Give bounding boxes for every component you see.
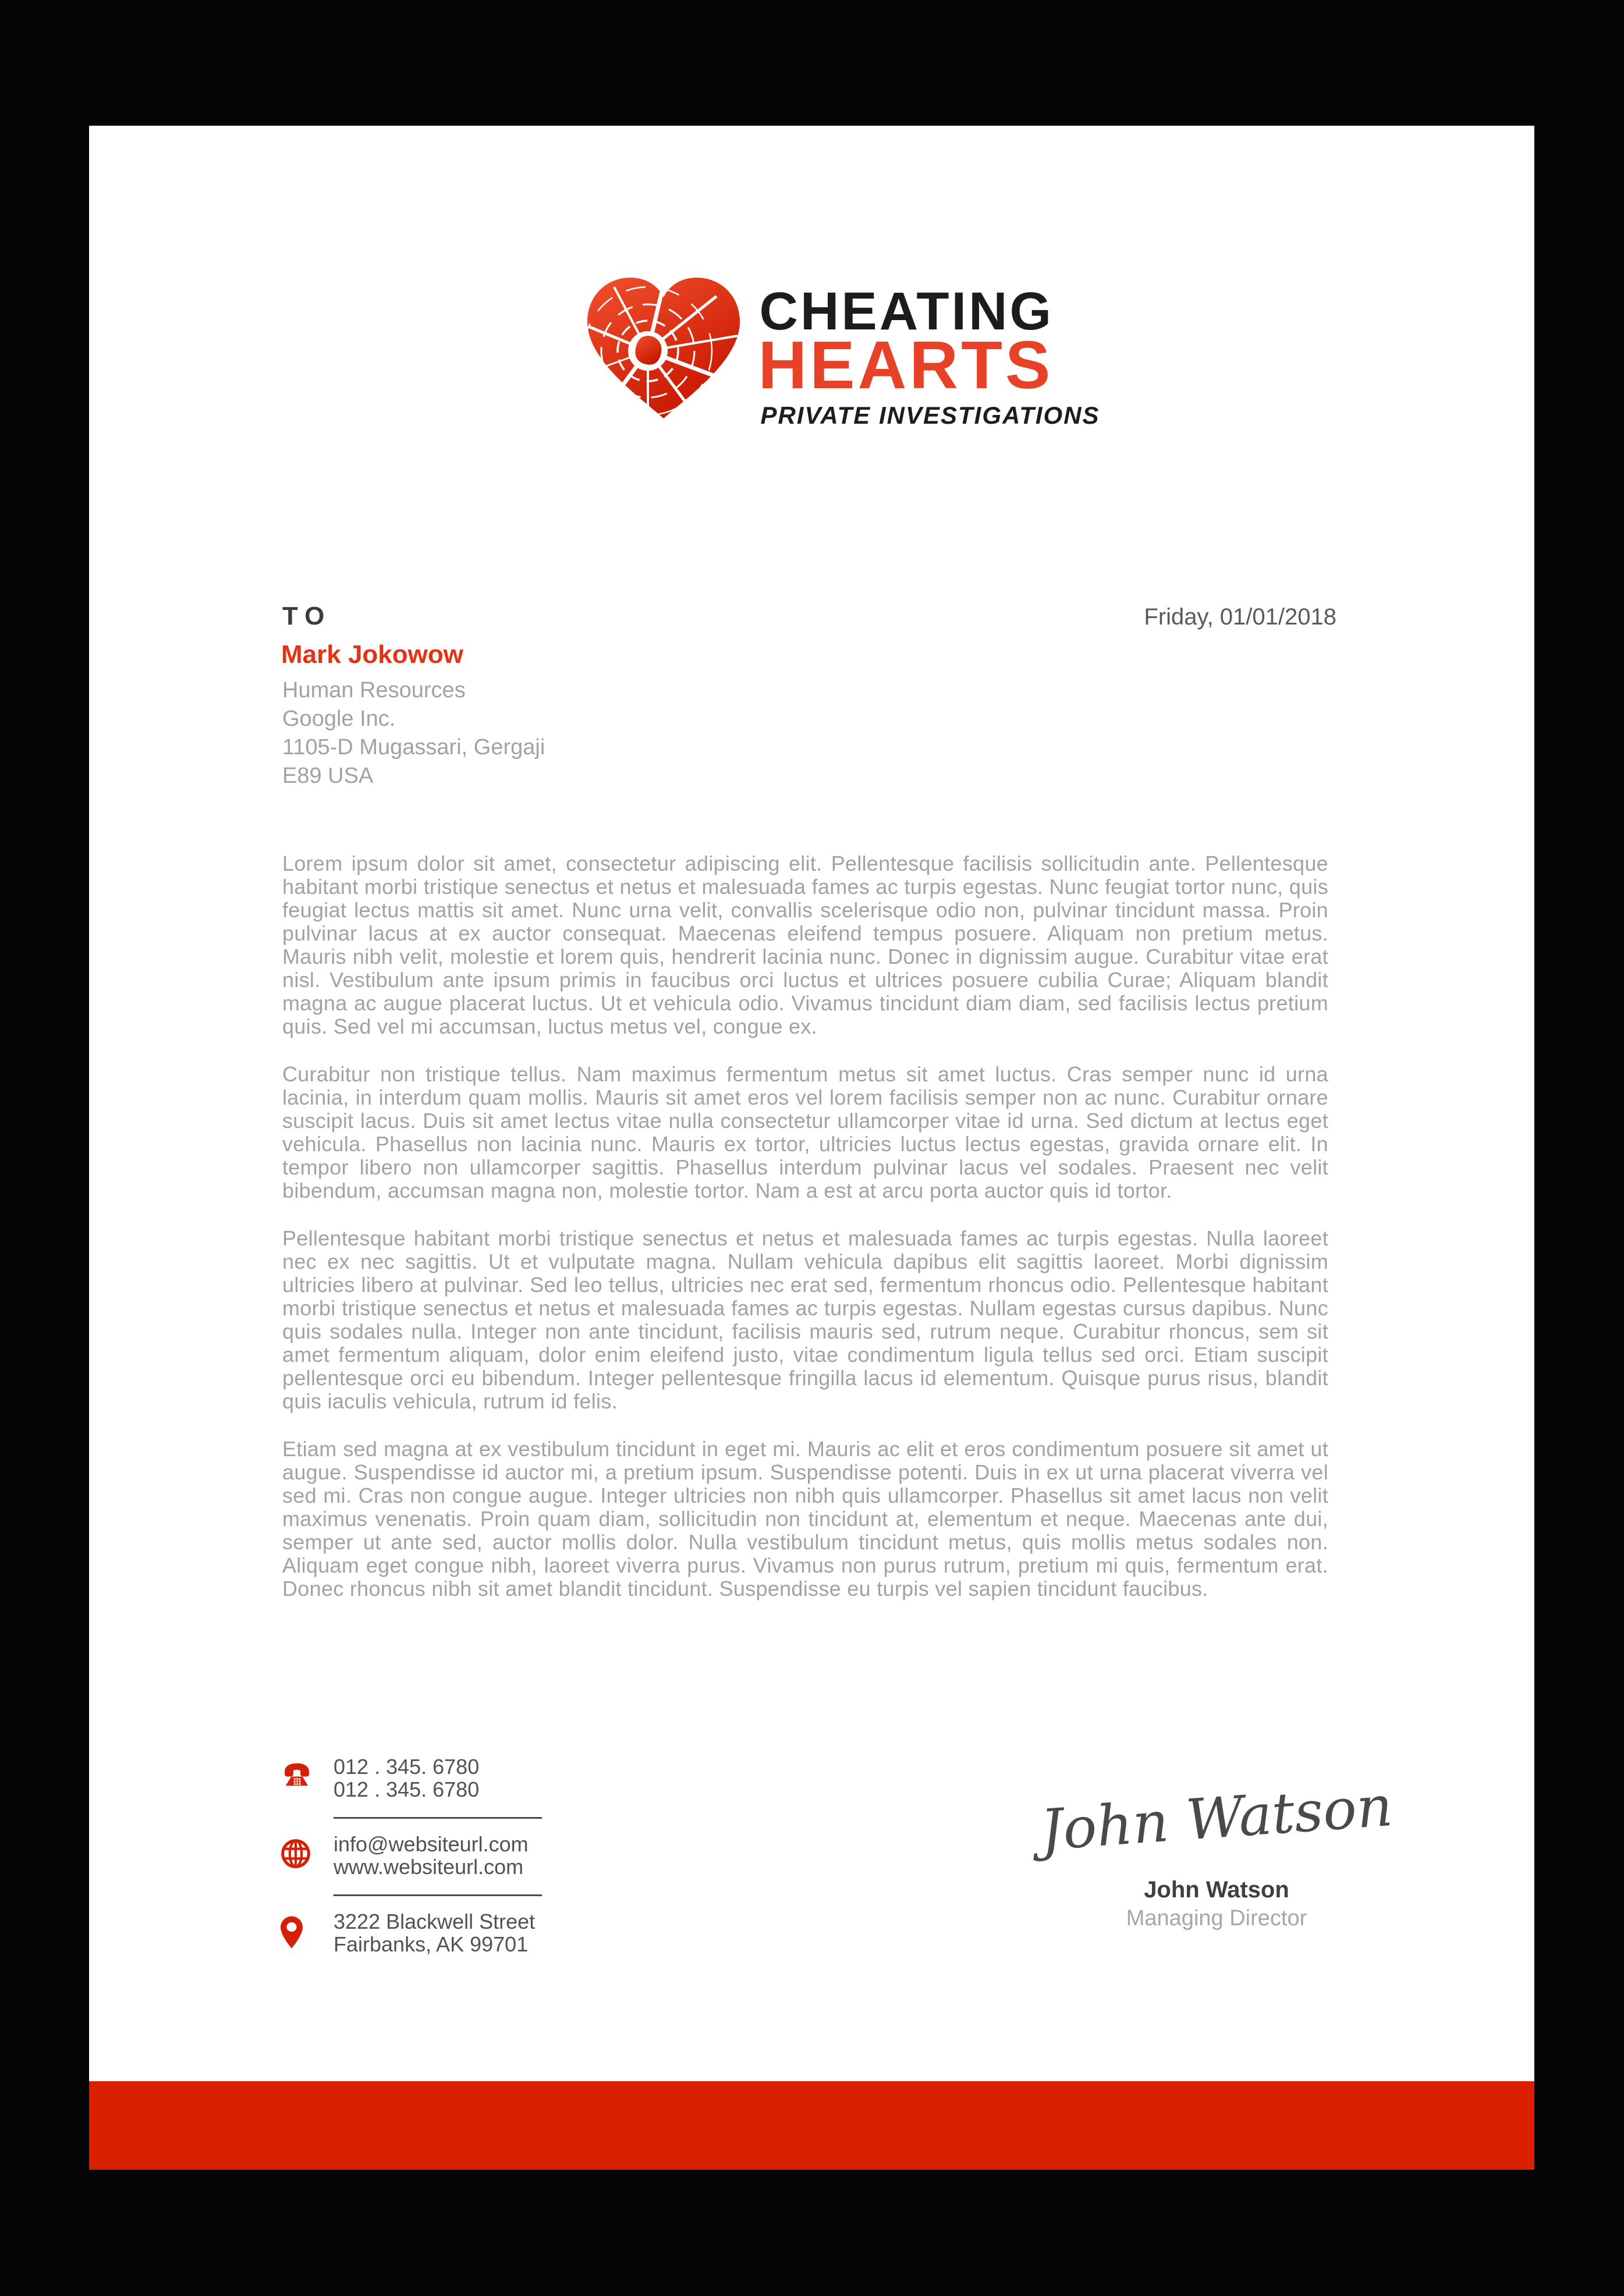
logo-title-line1: CHEATING	[759, 282, 1054, 341]
phone-row	[281, 1755, 641, 1801]
recipient-address-line: 1105-D Mugassari, Gergaji	[282, 735, 545, 760]
body-paragraph: Curabitur non tristique tellus. Nam maximus fermentum metus sit amet luctus. Cras semper nunc id urna lacinia, in interdum quam mollis. Mauris sit amet eros vel lorem facilisis semper non ac nunc. Curabitur ornare suscipit lacus. Duis sit amet lectus vitae nulla consectetur ullamcorper vitae id urna. Sed dictum at lectus eget vehicula. Phasellus non lacinia nunc. Mauris ex tortor, ultricies luctus lectus egestas, gravida ornare elit. In tempor libero non ullamcorper sagittis. Phasellus interdum pulvinar lacus vel sodales. Praesent nec velit bibendum, accumsan magna non, molestie tortor. Nam a est at arcu porta auctor quis id tortor.	[282, 1062, 1328, 1202]
logo-title-line2: HEARTS	[758, 327, 1054, 403]
to-label: TO	[282, 602, 332, 630]
website-url: www.websiteurl.com	[334, 1855, 524, 1879]
body-paragraph: Pellentesque habitant morbi tristique senectus et netus et malesuada fames ac turpis egestas. Nulla laoreet nec ex nec sagittis. Ut et vulputate magna. Nullam vehicula dapibus elit sagittis laoreet. Morbi dignissim ultricies libero at pulvinar. Sed leo tellus, ultricies nec erat sed, fermentum rhoncus odio. Pellentesque habitant morbi tristique senectus et netus et malesuada fames ac turpis egestas. Nullam egestas cursus dapibus. Nunc quis sodales nulla. Integer non ante tincidunt, facilisis mauris sed, rutrum neque. Curabitur rhoncus, sem sit amet fermentum aliquam, dolor enim eleifend justo, vitae condimentum ligula tellus sed orci. Etiam suscipit pellentesque orci eu bibendum. Integer pellentesque fringilla lacus id elementum. Quisque purus risus, blandit quis iaculis vehicula, rutrum id felis.	[282, 1226, 1328, 1413]
address-row	[281, 1910, 641, 1956]
city-state-zip: Fairbanks, AK 99701	[334, 1932, 529, 1956]
body-paragraph: Etiam sed magna at ex vestibulum tincidunt in eget mi. Mauris ac elit et eros condimentum posuere sit amet ut augue. Suspendisse id auctor mi, a pretium ipsum. Suspendisse potenti. Duis in ex ut urna placerat viverra vel sed mi. Cras non congue augue. Integer ultricies non nibh quis ullamcorper. Phasellus sit amet lacus non velit maximus venenatis. Proin quam diam, sollicitudin non tincidunt at, elementum et neque. Maecenas ante dui, semper ut ante sed, auctor mollis dolor. Nulla vestibulum tincidunt metus, quis mollis metus sodales non. Aliquam eget congue nibh, laoreet viverra purus. Vivamus non purus rutrum, pretium mi quis, fermentum erat. Donec rhoncus nibh sit amet blandit tincidunt. Suspendisse eu turpis vel sapien tincidunt faucibus.	[282, 1437, 1328, 1601]
street-address: 3222 Blackwell Street	[334, 1910, 536, 1933]
phone-number: 012 . 345. 6780	[334, 1755, 480, 1779]
logo-tagline: PRIVATE INVESTIGATIONS	[760, 402, 1100, 429]
body-paragraph: Lorem ipsum dolor sit amet, consectetur adipiscing elit. Pellentesque facilisis sollicitudin ante. Pellentesque habitant morbi tristique senectus et netus et malesuada fames ac turpis egestas. Nunc feugiat tortor nunc, quis feugiat lectus mattis sit amet. Nunc urna velit, convallis scelerisque odio non, pulvinar tincidunt massa. Proin pulvinar lacus at ex auctor consequat. Maecenas eleifend tempus posuere. Aliquam non pretium metus. Mauris nibh velit, molestie et lorem quis, hendrerit lacinia nunc. Donec in dignissim augue. Curabitur vitae erat nisl. Vestibulum ante ipsum primis in faucibus orci luctus et ultrices posuere cubilia Curae; Aliquam blandit magna ac augue placerat luctus. Ut et vehicula odio. Vivamus tincidunt diam diam, sed facilisis lectus pretium quis. Sed vel mi accumsan, luctus metus vel, congue ex.	[282, 851, 1328, 1038]
broken-heart-icon	[579, 266, 748, 427]
recipient-address-line: Google Inc.	[282, 707, 396, 731]
letterhead-logo	[579, 266, 1100, 438]
contact-block	[281, 1755, 641, 1956]
recipient-address-line: E89 USA	[282, 764, 374, 788]
signature-block	[1013, 1760, 1420, 1931]
letter-body	[282, 852, 1328, 1625]
phone-number: 012 . 345. 6780	[334, 1777, 480, 1801]
globe-icon	[281, 1839, 311, 1869]
letter-sheet	[89, 126, 1534, 2170]
email-address: info@websiteurl.com	[334, 1832, 529, 1856]
phone-icon	[281, 1761, 313, 1788]
letter-date: Friday, 01/01/2018	[1144, 604, 1336, 630]
web-row	[281, 1833, 641, 1878]
signature-script: John Watson	[1038, 1773, 1395, 1863]
signatory-name: John Watson	[1144, 1877, 1289, 1903]
location-pin-icon	[281, 1916, 303, 1949]
contact-divider	[334, 1894, 542, 1896]
contact-divider	[334, 1817, 542, 1819]
accent-bar	[89, 2081, 1534, 2170]
recipient-address-line: Human Resources	[282, 678, 466, 702]
recipient-address	[282, 676, 545, 790]
signatory-title: Managing Director	[1126, 1906, 1307, 1931]
recipient-name: Mark Jokowow	[281, 640, 463, 669]
